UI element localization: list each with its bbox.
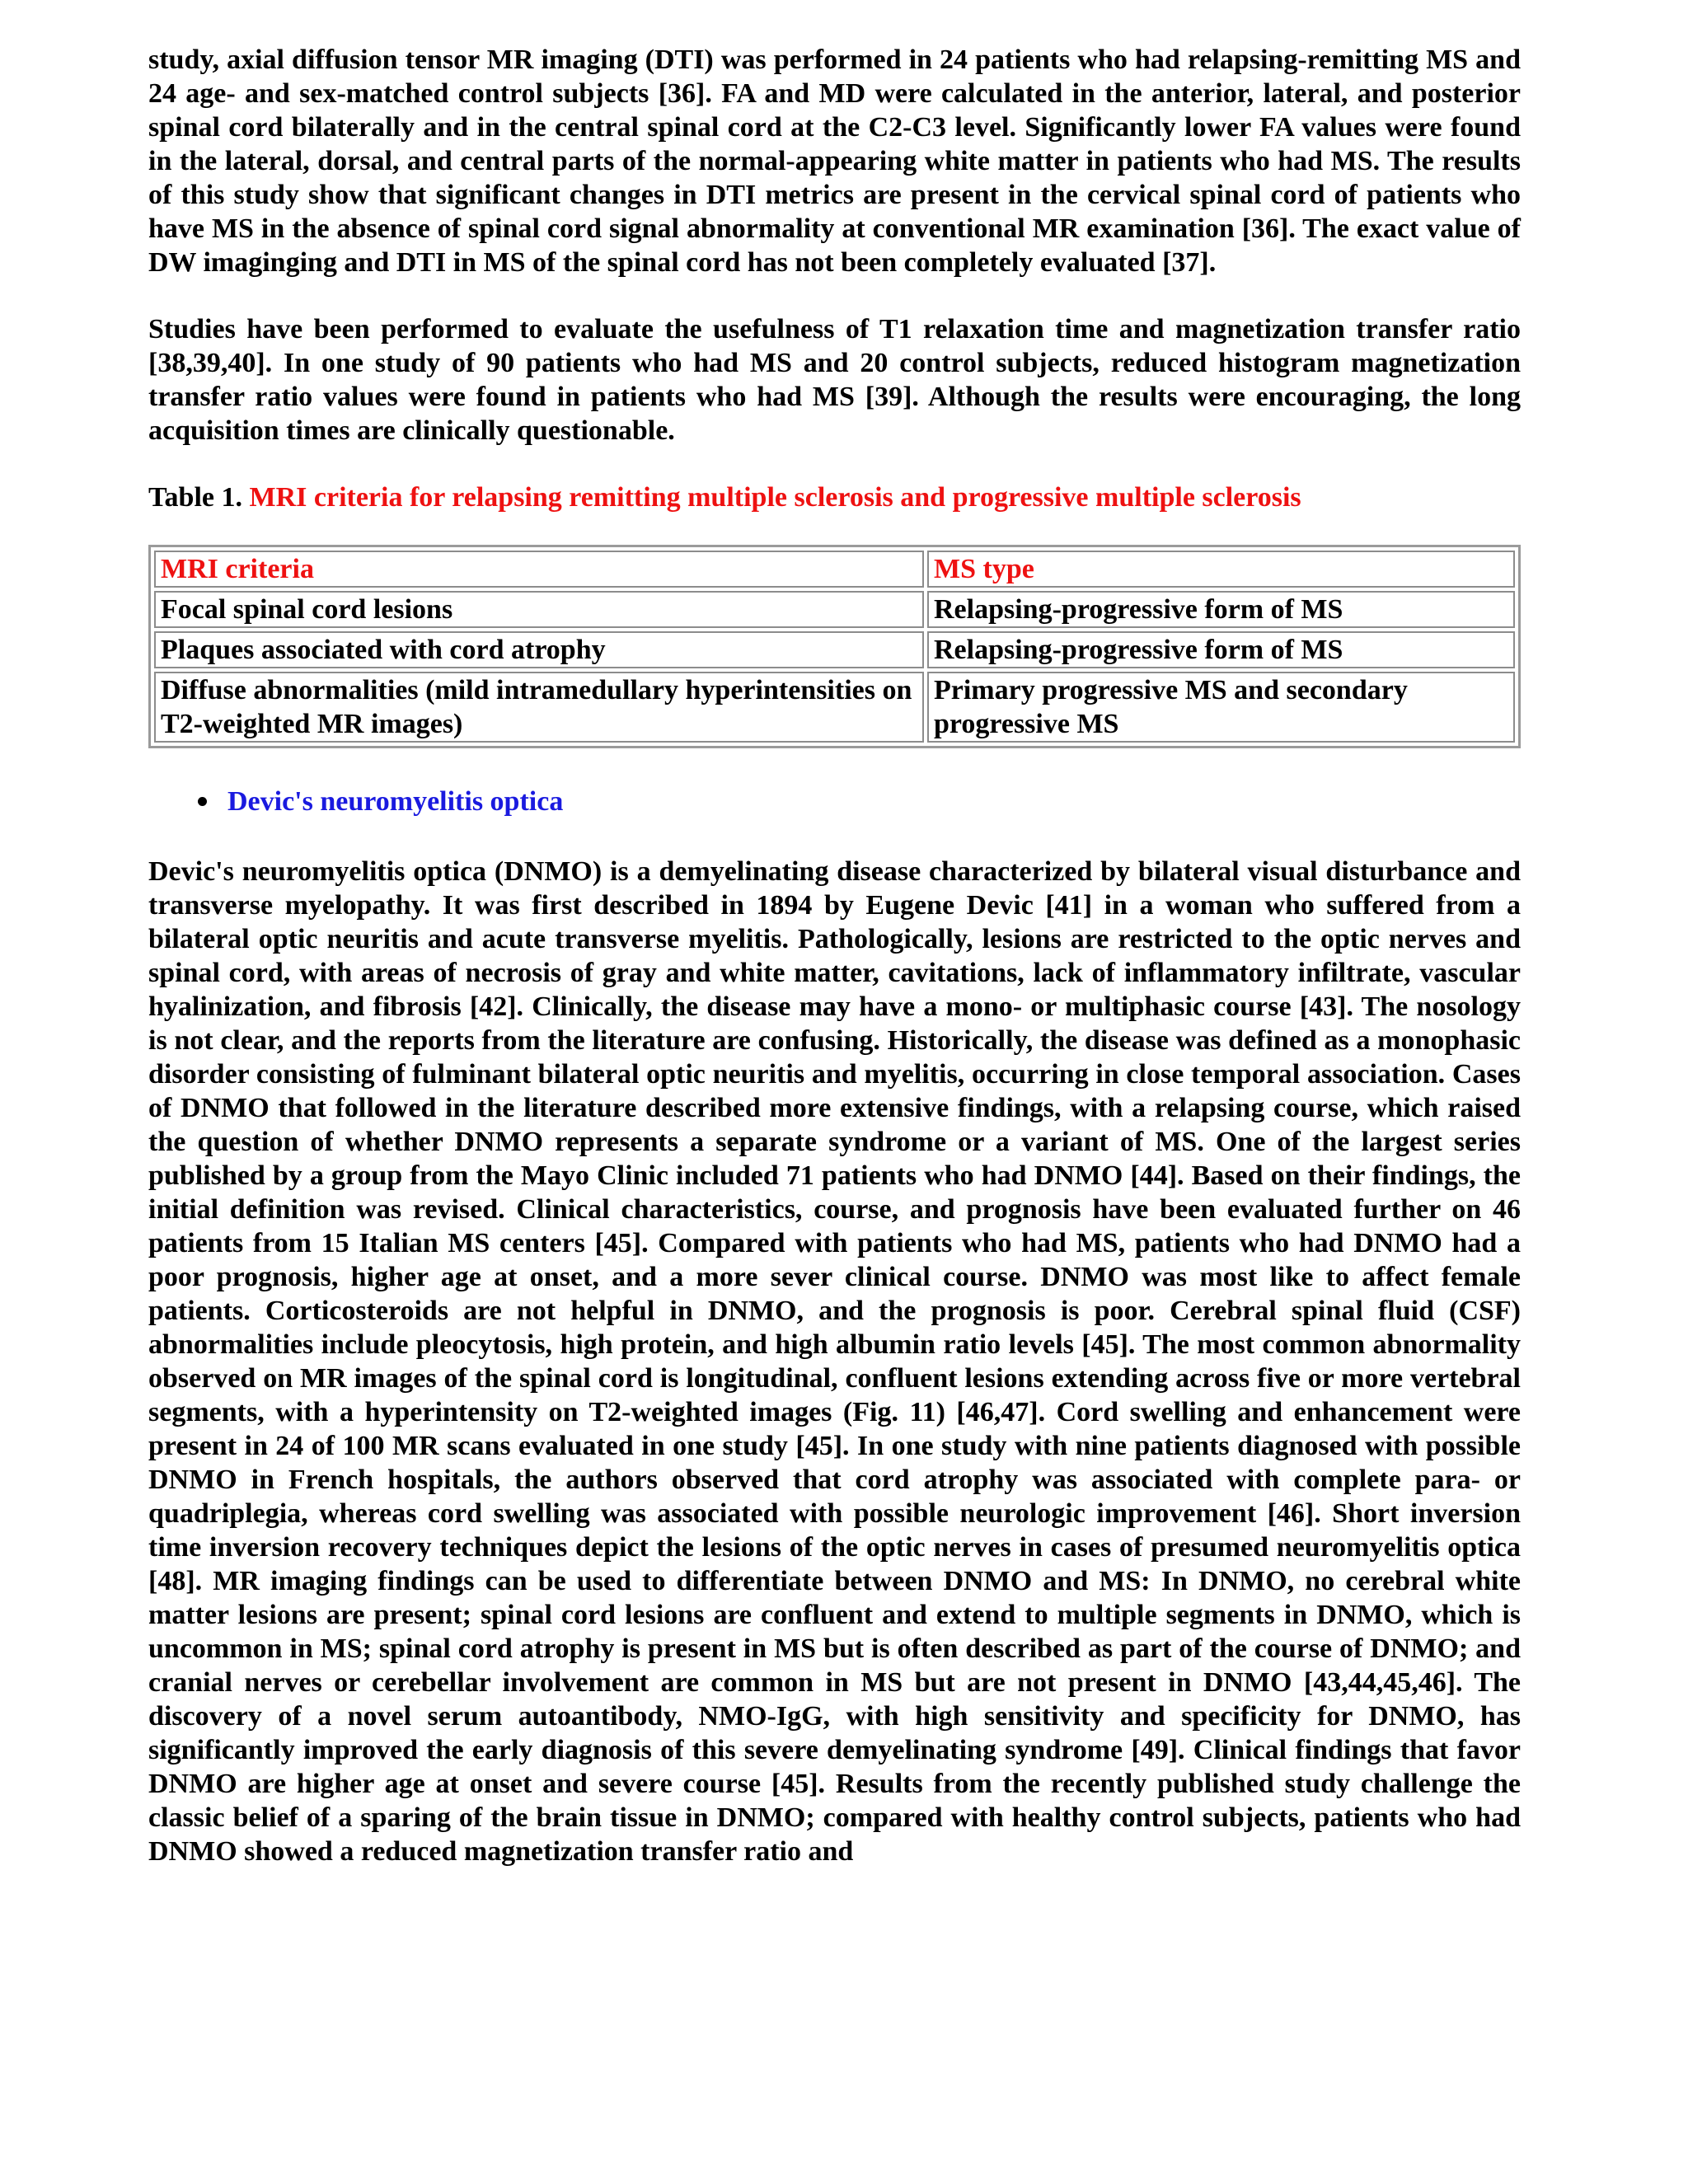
table-cell: Plaques associated with cord atrophy (154, 631, 924, 668)
table-caption (148, 480, 1521, 514)
list-item (227, 785, 1521, 818)
document-page (148, 43, 1521, 1868)
table-cell: Focal spinal cord lesions (154, 591, 924, 628)
devic-section-link[interactable]: Devic's neuromyelitis optica (227, 786, 564, 817)
table-cell: Primary progressive MS and secondary progressive MS (927, 672, 1515, 743)
table-cell: Relapsing-progressive form of MS (927, 591, 1515, 628)
header-ms-type: MS type (927, 551, 1515, 588)
bullet-icon (198, 797, 207, 806)
table-cell: Diffuse abnormalities (mild intramedullary hyperintensities on T2-weighted MR images) (154, 672, 924, 743)
table-label: Table 1. (148, 482, 243, 513)
paragraph-devic: Devic's neuromyelitis optica (DNMO) is a demyelinating disease characterized by bilateral visual disturbance and transverse myelopathy. It was first described in 1894 by Eugene Devic [41] in a woman who suffered from a bilateral optic neuritis and acute transverse myelitis. Pathologically, lesions are restricted to the optic nerves and spinal cord, with areas of necrosis of gray and white matter, cavitations, lack of inflammatory infiltrate, vascular hyalinization, and fibrosis [42]. Clinically, the disease may have a mono- or multiphasic course [43]. The nosology is not clear, and the reports from the literature are confusing. Historically, the disease was defined as a monophasic disorder consisting of fulminant bilateral optic neuritis and myelitis, occurring in close temporal association. Cases of DNMO that followed in the literature described more extensive findings, with a relapsing course, which raised the question of whether DNMO represents a separate syndrome or a variant of MS. One of the largest series published by a group from the Mayo Clinic included 71 patients who had DNMO [44]. Based on their findings, the initial definition was revised. Clinical characteristics, course, and prognosis have been evaluated further on 46 patients from 15 Italian MS centers [45]. Compared with patients who had MS, patients who had DNMO had a poor prognosis, higher age at onset, and a more sever clinical course. DNMO was most like to affect female patients. Corticosteroids are not helpful in DNMO, and the prognosis is poor. Cerebral spinal fluid (CSF) abnormalities include pleocytosis, high protein, and high albumin ratio levels [45]. The most common abnormality observed on MR images of the spinal cord is longitudinal, confluent lesions extending across five or more vertebral segments, with a hyperintensity on T2-weighted images (Fig. 11) [46,47]. Cord swelling and enhancement were present in 24 of 100 MR scans evaluated in one study [45]. In one study with nine patients diagnosed with possible DNMO in French hospitals, the authors observed that cord atrophy was associated with complete para- or quadriplegia, whereas cord swelling was associated with possible neurologic improvement [46]. Short inversion time inversion recovery techniques depict the lesions of the optic nerves in cases of presumed neuromyelitis optica [48]. MR imaging findings can be used to differentiate between DNMO and MS: In DNMO, no cerebral white matter lesions are present; spinal cord lesions are confluent and extend to multiple segments in DNMO, which is uncommon in MS; spinal cord atrophy is present in MS but is often described as part of the course of DNMO; and cranial nerves or cerebellar involvement are common in MS but are not present in DNMO [43,44,45,46]. The discovery of a novel serum autoantibody, NMO-IgG, with high sensitivity and specificity for DNMO, has significantly improved the early diagnosis of this severe demyelinating syndrome [49]. Clinical findings that favor DNMO are higher age at onset and severe course [45]. Results from the recently published study challenge the classic belief of a sparing of the brain tissue in DNMO; compared with healthy control subjects, patients who had DNMO showed a reduced magnetization transfer ratio and (148, 856, 1521, 1867)
paragraph-t1-relaxation: Studies have been performed to evaluate the usefulness of T1 relaxation time and magnetization transfer ratio [38,39,40]. In one study of 90 patients who had MS and 20 control subjects, reduced histogram magnetization transfer ratio values were found in patients who had MS [39]. Although the results were encouraging, the long acquisition times are clinically questionable. (148, 314, 1521, 446)
paragraph-dti-study: study, axial diffusion tensor MR imaging (DTI) was performed in 24 patients who had relapsing-remitting MS and 24 age- and sex-matched control subjects [36]. FA and MD were calculated in the anterior, lateral, and posterior spinal cord bilaterally and in the central spinal cord at the C2-C3 level. Significantly lower FA values were found in the lateral, dorsal, and central parts of the normal-appearing white matter in patients who had MS. The results of this study show that significant changes in DTI metrics are present in the cervical spinal cord of patients who have MS in the absence of spinal cord signal abnormality at conventional MR examination [36]. The exact value of DW imaginging and DTI in MS of the spinal cord has not been completely evaluated [37]. (148, 45, 1521, 278)
section-list (148, 785, 1521, 818)
table-cell: Relapsing-progressive form of MS (927, 631, 1515, 668)
mri-criteria-table (148, 545, 1521, 748)
table-row (154, 672, 1515, 743)
table-header-row (154, 551, 1515, 588)
table-title: MRI criteria for relapsing remitting multiple sclerosis and progressive multiple sclerosis (249, 482, 1301, 513)
table-row (154, 631, 1515, 668)
header-mri-criteria: MRI criteria (154, 551, 924, 588)
table-row (154, 591, 1515, 628)
